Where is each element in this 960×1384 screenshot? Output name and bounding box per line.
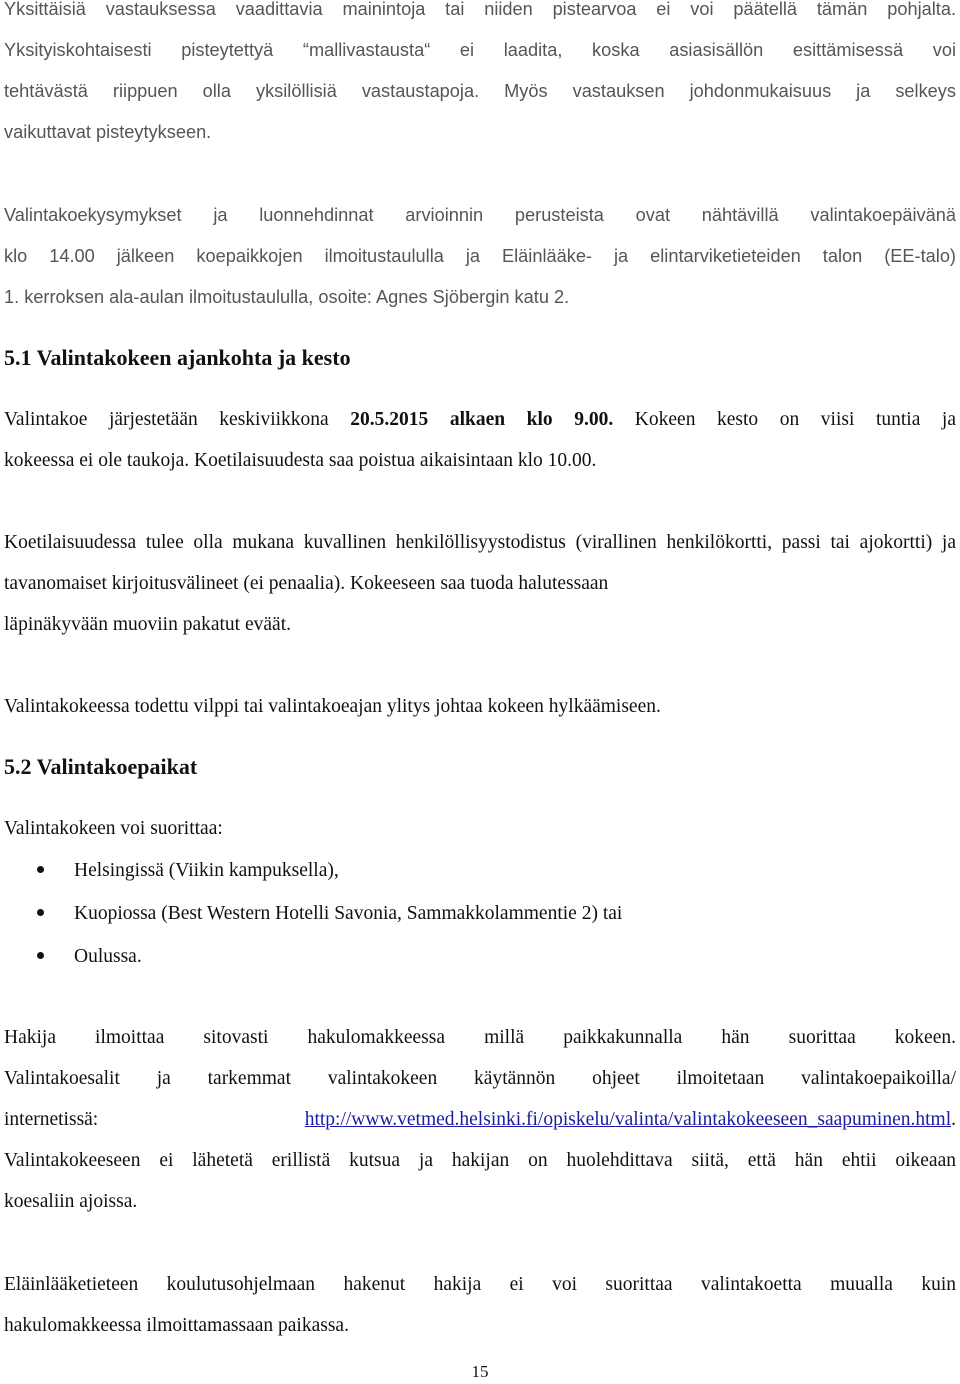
registration-line-1: Hakija ilmoittaa sitovasti hakulomakkeessa millä paikkakunnalla hän suorittaa kokeen. xyxy=(4,1027,956,1048)
restriction-line-2: hakulomakkeessa ilmoittamassaan paikassa. xyxy=(4,1315,349,1336)
exam-time-line-2: kokeessa ei ole taukoja. Koetilaisuudesta saa poistua aikaisintaan klo 10.00. xyxy=(4,450,597,471)
section-5-2-heading: 5.2 Valintakoepaikat xyxy=(4,754,198,779)
intro-line-2: Yksityiskohtaisesti pisteytettyä “mallivastausta“ ei laadita, koska asiasisällön esittämisessä voi xyxy=(4,40,956,60)
registration-line-4: Valintakokeeseen ei lähetetä erillistä kutsua ja hakijan on huolehdittava siitä, että hän ehtii oikeaan xyxy=(4,1150,956,1171)
exam-time-line-1 xyxy=(4,399,956,440)
bullet-icon xyxy=(37,952,44,959)
location-oulu: Oulussa. xyxy=(74,946,142,967)
page-number: 15 xyxy=(471,1362,489,1381)
exam-locations-list xyxy=(4,849,622,978)
cheating-paragraph xyxy=(4,686,956,727)
exam-date-bold: 20.5.2015 alkaen klo 9.00. xyxy=(350,409,614,430)
publication-line-3: 1. kerroksen ala-aulan ilmoitustaululla, osoite: Agnes Sjöbergin katu 2. xyxy=(4,287,570,307)
intro-paragraph xyxy=(4,0,956,153)
registration-line-5: koesaliin ajoissa. xyxy=(4,1191,138,1212)
section-5-1-heading: 5.1 Valintakokeen ajankohta ja kesto xyxy=(4,345,351,370)
publication-paragraph xyxy=(4,195,956,318)
id-requirements-last: läpinäkyvään muoviin pakatut eväät. xyxy=(4,614,291,635)
cheating-text: Valintakokeessa todettu vilppi tai valintakoeajan ylitys johtaa kokeen hylkäämiseen. xyxy=(4,696,661,717)
internet-label: internetissä: xyxy=(4,1109,99,1130)
intro-line-4: vaikuttavat pisteytykseen. xyxy=(4,122,212,142)
location-restriction-paragraph xyxy=(4,1264,956,1346)
registration-paragraph xyxy=(4,1017,956,1222)
bullet-icon xyxy=(37,909,44,916)
list-item xyxy=(4,935,622,978)
id-requirements-text: Koetilaisuudessa tulee olla mukana kuvallinen henkilöllisyystodistus (virallinen henkilökortti, passi tai ajokortti) ja tavanomaiset kirjoitusvälineet (ei penaalia). Kokeeseen saa tuoda halutessaan xyxy=(4,532,956,594)
intro-line-3-b: Myös vastauksen johdonmukaisuus ja selkeys xyxy=(504,81,956,101)
exam-time-suffix: Kokeen kesto on viisi tuntia ja xyxy=(634,409,956,430)
places-lead-text: Valintakokeen voi suorittaa: xyxy=(4,818,223,839)
intro-line-3 xyxy=(4,71,956,112)
restriction-line-1: Eläinlääketieteen koulutusohjelmaan hakenut hakija ei voi suorittaa valintakoetta muualla kuin xyxy=(4,1274,956,1295)
registration-line-3 xyxy=(4,1099,956,1140)
list-item xyxy=(4,892,622,935)
intro-line-1: Yksittäisiä vastauksessa vaadittavia mainintoja tai niiden pistearvoa ei voi päätellä tämän pohjalta. xyxy=(4,0,956,19)
list-item xyxy=(4,849,622,892)
instructions-link[interactable]: http://www.vetmed.helsinki.fi/opiskelu/valinta/valintakokeeseen_saapuminen.html xyxy=(304,1109,952,1130)
exam-time-paragraph xyxy=(4,399,956,481)
exam-time-prefix: Valintakoe järjestetään keskiviikkona xyxy=(4,409,329,430)
location-kuopio: Kuopiossa (Best Western Hotelli Savonia, Sammakkolammentie 2) tai xyxy=(74,903,623,924)
publication-line-1: Valintakoekysymykset ja luonnehdinnat arvioinnin perusteista ovat nähtävillä valintakoepäivänä xyxy=(4,205,956,225)
link-period: . xyxy=(951,1109,956,1130)
bullet-icon xyxy=(37,866,44,873)
intro-line-3-a: tehtävästä riippuen olla yksilöllisiä vastaustapoja. xyxy=(4,81,480,101)
registration-line-2: Valintakoesalit ja tarkemmat valintakokeen käytännön ohjeet ilmoitetaan valintakoepaikoilla/ xyxy=(4,1068,956,1089)
id-requirements-paragraph xyxy=(4,522,956,645)
places-lead xyxy=(4,808,956,849)
location-helsinki: Helsingissä (Viikin kampuksella), xyxy=(74,860,339,881)
publication-line-2: klo 14.00 jälkeen koepaikkojen ilmoitustaululla ja Eläinlääke- ja elintarviketieteiden talon (EE-talo) xyxy=(4,246,956,266)
